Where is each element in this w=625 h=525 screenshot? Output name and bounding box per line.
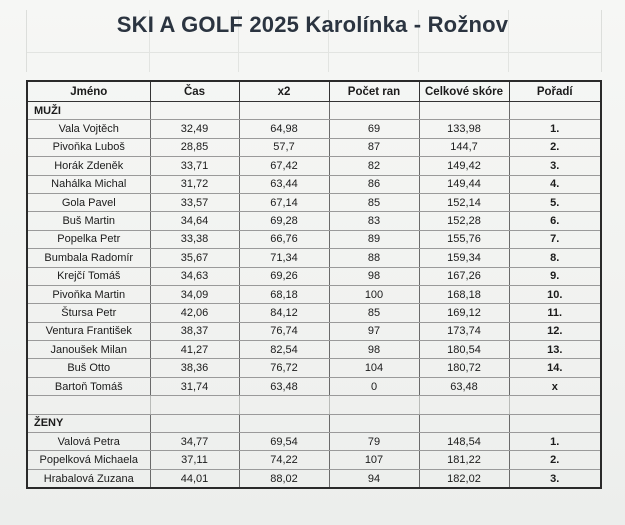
cell-time: 34,09 (150, 285, 239, 303)
cell-rank: 2. (509, 451, 601, 469)
cell-name: Štursa Petr (27, 304, 150, 322)
cell-time: 31,74 (150, 377, 239, 395)
cell-name: Bumbala Radomír (27, 249, 150, 267)
cell-shots: 89 (329, 230, 419, 248)
empty-cell (150, 414, 239, 432)
cell-name: Horák Zdeněk (27, 157, 150, 175)
empty-cell (419, 414, 509, 432)
cell-name: Bartoň Tomáš (27, 377, 150, 395)
cell-shots: 107 (329, 451, 419, 469)
table-row (27, 341, 601, 359)
table-row (27, 212, 601, 230)
cell-name: Hrabalová Zuzana (27, 469, 150, 488)
cell-time: 28,85 (150, 138, 239, 156)
cell-x2: 82,54 (239, 341, 329, 359)
cell-total: 180,54 (419, 341, 509, 359)
cell-total: 182,02 (419, 469, 509, 488)
cell-rank: 14. (509, 359, 601, 377)
cell-total: 148,54 (419, 433, 509, 451)
cell-time: 31,72 (150, 175, 239, 193)
cell-x2: 71,34 (239, 249, 329, 267)
cell-time: 35,67 (150, 249, 239, 267)
cell-name: Pivoňka Martin (27, 285, 150, 303)
cell-rank: 3. (509, 157, 601, 175)
cell-rank: 1. (509, 120, 601, 138)
cell-rank: x (509, 377, 601, 395)
cell-rank: 8. (509, 249, 601, 267)
cell-total: 173,74 (419, 322, 509, 340)
cell-total: 152,14 (419, 193, 509, 211)
empty-cell (509, 414, 601, 432)
cell-time: 38,37 (150, 322, 239, 340)
cell-time: 34,77 (150, 433, 239, 451)
cell-name: Buš Martin (27, 212, 150, 230)
cell-name: Popelková Michaela (27, 451, 150, 469)
cell-shots: 82 (329, 157, 419, 175)
cell-shots: 85 (329, 304, 419, 322)
table-row (27, 469, 601, 488)
table-row (27, 359, 601, 377)
header-total: Celkové skóre (419, 81, 509, 102)
empty-cell (329, 102, 419, 120)
cell-total: 155,76 (419, 230, 509, 248)
cell-x2: 63,44 (239, 175, 329, 193)
cell-total: 168,18 (419, 285, 509, 303)
header-name: Jméno (27, 81, 150, 102)
cell-x2: 69,26 (239, 267, 329, 285)
cell-name: Vala Vojtěch (27, 120, 150, 138)
cell-rank: 2. (509, 138, 601, 156)
cell-shots: 87 (329, 138, 419, 156)
empty-cell (419, 396, 509, 414)
empty-cell (419, 102, 509, 120)
cell-rank: 9. (509, 267, 601, 285)
empty-cell (239, 414, 329, 432)
cell-x2: 88,02 (239, 469, 329, 488)
cell-x2: 68,18 (239, 285, 329, 303)
cell-total: 149,44 (419, 175, 509, 193)
cell-name: Gola Pavel (27, 193, 150, 211)
cell-shots: 86 (329, 175, 419, 193)
cell-name: Valová Petra (27, 433, 150, 451)
cell-x2: 74,22 (239, 451, 329, 469)
table-row (27, 304, 601, 322)
cell-shots: 98 (329, 267, 419, 285)
cell-shots: 88 (329, 249, 419, 267)
header-x2: x2 (239, 81, 329, 102)
cell-x2: 76,72 (239, 359, 329, 377)
cell-total: 133,98 (419, 120, 509, 138)
table-row (27, 193, 601, 211)
cell-x2: 63,48 (239, 377, 329, 395)
cell-rank: 13. (509, 341, 601, 359)
cell-rank: 5. (509, 193, 601, 211)
cell-x2: 69,54 (239, 433, 329, 451)
cell-name: Krejčí Tomáš (27, 267, 150, 285)
cell-x2: 57,7 (239, 138, 329, 156)
cell-total: 181,22 (419, 451, 509, 469)
table-row (27, 230, 601, 248)
cell-shots: 85 (329, 193, 419, 211)
cell-total: 149,42 (419, 157, 509, 175)
cell-rank: 6. (509, 212, 601, 230)
header-rank: Pořadí (509, 81, 601, 102)
cell-shots: 97 (329, 322, 419, 340)
cell-shots: 98 (329, 341, 419, 359)
table-row (27, 138, 601, 156)
cell-rank: 4. (509, 175, 601, 193)
cell-rank: 1. (509, 433, 601, 451)
section-header-row (27, 414, 601, 432)
cell-name: Popelka Petr (27, 230, 150, 248)
empty-cell (509, 396, 601, 414)
cell-rank: 3. (509, 469, 601, 488)
cell-shots: 100 (329, 285, 419, 303)
cell-time: 32,49 (150, 120, 239, 138)
section-header-row (27, 102, 601, 120)
cell-total: 152,28 (419, 212, 509, 230)
page-title: SKI A GOLF 2025 Karolínka - Rožnov (116, 12, 509, 37)
cell-total: 159,34 (419, 249, 509, 267)
cell-x2: 66,76 (239, 230, 329, 248)
cell-shots: 79 (329, 433, 419, 451)
cell-time: 41,27 (150, 341, 239, 359)
cell-shots: 104 (329, 359, 419, 377)
empty-cell (329, 414, 419, 432)
empty-cell (150, 396, 239, 414)
empty-cell (509, 102, 601, 120)
cell-time: 33,71 (150, 157, 239, 175)
table-row (27, 267, 601, 285)
table-body (27, 102, 601, 489)
table-row (27, 249, 601, 267)
cell-time: 34,64 (150, 212, 239, 230)
cell-time: 44,01 (150, 469, 239, 488)
table-row (27, 451, 601, 469)
cell-name: Ventura František (27, 322, 150, 340)
cell-rank: 10. (509, 285, 601, 303)
cell-rank: 11. (509, 304, 601, 322)
cell-time: 42,06 (150, 304, 239, 322)
cell-rank: 12. (509, 322, 601, 340)
empty-cell (27, 396, 150, 414)
cell-time: 33,57 (150, 193, 239, 211)
section-label: ŽENY (27, 414, 150, 432)
table-row (27, 157, 601, 175)
cell-total: 167,26 (419, 267, 509, 285)
table-row (27, 175, 601, 193)
cell-total: 63,48 (419, 377, 509, 395)
table-row (27, 377, 601, 395)
cell-time: 34,63 (150, 267, 239, 285)
cell-shots: 0 (329, 377, 419, 395)
cell-x2: 67,14 (239, 193, 329, 211)
empty-cell (239, 396, 329, 414)
cell-time: 38,36 (150, 359, 239, 377)
cell-x2: 69,28 (239, 212, 329, 230)
cell-name: Janoušek Milan (27, 341, 150, 359)
cell-total: 180,72 (419, 359, 509, 377)
results-table (26, 80, 602, 489)
cell-rank: 7. (509, 230, 601, 248)
cell-shots: 94 (329, 469, 419, 488)
table-row (27, 433, 601, 451)
cell-time: 37,11 (150, 451, 239, 469)
cell-total: 169,12 (419, 304, 509, 322)
cell-x2: 76,74 (239, 322, 329, 340)
spacer-row (27, 396, 601, 414)
cell-shots: 69 (329, 120, 419, 138)
cell-name: Buš Otto (27, 359, 150, 377)
header-shots: Počet ran (329, 81, 419, 102)
cell-time: 33,38 (150, 230, 239, 248)
cell-name: Nahálka Michal (27, 175, 150, 193)
cell-x2: 64,98 (239, 120, 329, 138)
cell-shots: 83 (329, 212, 419, 230)
cell-name: Pivoňka Luboš (27, 138, 150, 156)
empty-cell (329, 396, 419, 414)
cell-total: 144,7 (419, 138, 509, 156)
empty-cell (150, 102, 239, 120)
table-row (27, 322, 601, 340)
cell-x2: 67,42 (239, 157, 329, 175)
section-label: MUŽI (27, 102, 150, 120)
table-row (27, 285, 601, 303)
header-time: Čas (150, 81, 239, 102)
table-header-row (27, 81, 601, 102)
empty-cell (239, 102, 329, 120)
cell-x2: 84,12 (239, 304, 329, 322)
table-row (27, 120, 601, 138)
